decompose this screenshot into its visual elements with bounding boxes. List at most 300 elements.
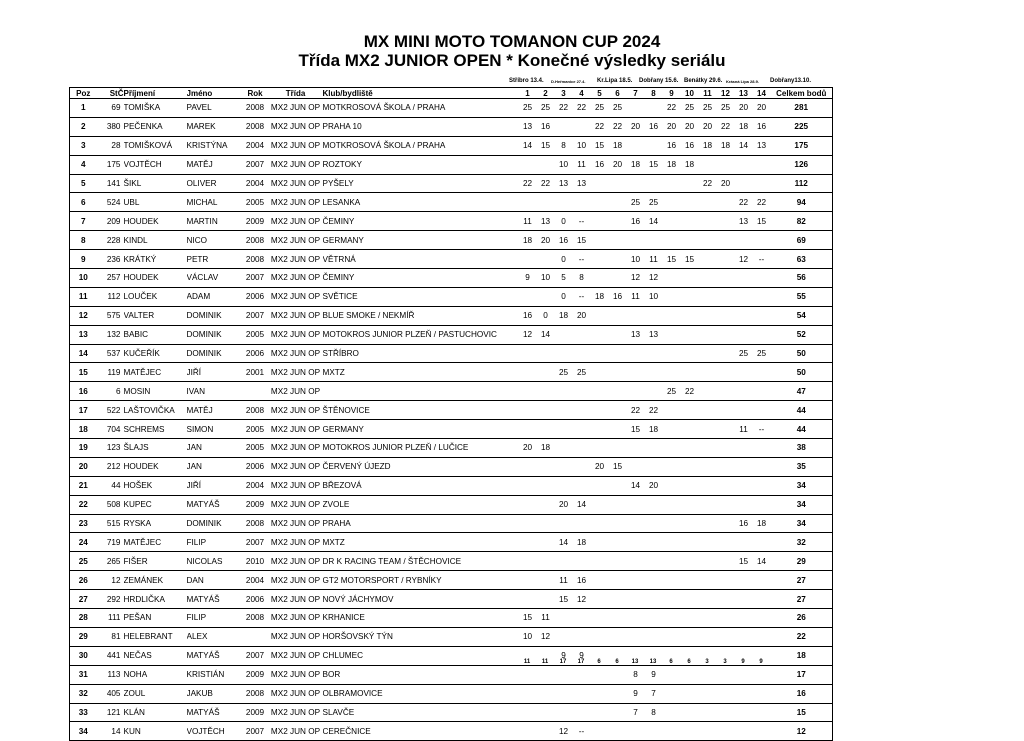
race-points-cell	[645, 514, 663, 533]
surname-cell: KUN	[124, 722, 187, 741]
table-row	[70, 552, 833, 571]
race-points-cell: 16	[627, 212, 645, 231]
first-name-cell: MATYÁŠ	[187, 495, 242, 514]
club-cell: MXTZ	[323, 533, 519, 552]
first-name-cell: VÁCLAV	[187, 269, 242, 288]
race-points-cell: 11	[627, 287, 645, 306]
race-points-cell	[591, 439, 609, 458]
start-number-cell: 81	[97, 627, 124, 646]
race-points-cell	[717, 306, 735, 325]
start-number-cell: 141	[97, 174, 124, 193]
class-cell: MX2 JUN OP	[269, 363, 323, 382]
race-points-cell	[699, 287, 717, 306]
race-points-cell: 10	[573, 136, 591, 155]
race-points-cell: 20	[537, 231, 555, 250]
race-points-cell	[591, 325, 609, 344]
race-points-cell	[681, 344, 699, 363]
column-header: StČ	[97, 88, 124, 99]
race-points-cell	[573, 684, 591, 703]
column-header: 11	[699, 88, 717, 99]
race-points-cell: 20	[645, 476, 663, 495]
position-cell: 34	[70, 722, 97, 741]
race-points-cell	[573, 193, 591, 212]
race-points-cell	[717, 155, 735, 174]
race-points-cell	[717, 514, 735, 533]
race-points-cell: 14	[519, 136, 537, 155]
column-header: Rok	[242, 88, 269, 99]
race-points-cell	[717, 420, 735, 439]
total-points-cell: 50	[771, 363, 833, 382]
race-points-cell: 16	[555, 231, 573, 250]
race-points-cell: 11	[573, 155, 591, 174]
race-points-cell	[735, 703, 753, 722]
race-points-cell	[753, 590, 771, 609]
race-points-cell	[555, 401, 573, 420]
class-cell: MX2 JUN OP	[269, 552, 323, 571]
start-number-cell: 209	[97, 212, 124, 231]
position-cell: 8	[70, 231, 97, 250]
race-points-cell: 22	[681, 382, 699, 401]
surname-cell: VALTER	[124, 306, 187, 325]
first-name-cell: MATYÁŠ	[187, 590, 242, 609]
race-points-cell: 20	[627, 117, 645, 136]
club-cell: MOTOKROS JUNIOR PLZEŇ / LUČICE	[323, 439, 519, 458]
race-points-cell	[753, 665, 771, 684]
race-points-cell: 9	[555, 646, 573, 665]
race-points-cell	[717, 552, 735, 571]
year-cell: 2006	[242, 590, 269, 609]
race-points-cell: 8	[627, 665, 645, 684]
year-cell: 2009	[242, 495, 269, 514]
race-points-cell	[663, 269, 681, 288]
race-points-cell	[573, 552, 591, 571]
table-row	[70, 590, 833, 609]
race-points-cell: 14	[627, 476, 645, 495]
race-points-cell	[519, 571, 537, 590]
race-points-cell	[753, 571, 771, 590]
race-participant-count: 6	[687, 659, 691, 665]
race-points-cell	[699, 571, 717, 590]
race-points-cell	[519, 665, 537, 684]
race-points-cell: 22	[627, 401, 645, 420]
position-cell: 1	[70, 99, 97, 118]
race-points-cell: 20	[663, 117, 681, 136]
race-points-cell	[627, 552, 645, 571]
race-points-cell	[663, 571, 681, 590]
race-points-cell	[555, 117, 573, 136]
race-points-cell	[591, 571, 609, 590]
race-points-cell	[555, 420, 573, 439]
race-points-cell	[717, 231, 735, 250]
race-points-cell	[735, 382, 753, 401]
race-points-cell: 18	[627, 155, 645, 174]
race-points-cell	[573, 476, 591, 495]
race-points-cell	[735, 306, 753, 325]
race-points-cell: 15	[519, 609, 537, 628]
race-points-cell	[753, 439, 771, 458]
race-points-cell	[591, 193, 609, 212]
club-cell: SVĚTICE	[323, 287, 519, 306]
position-cell: 27	[70, 590, 97, 609]
race-points-cell	[519, 722, 537, 741]
table-row	[70, 514, 833, 533]
race-points-cell: --	[753, 250, 771, 269]
club-cell: ČEMINY	[323, 269, 519, 288]
race-points-cell	[699, 722, 717, 741]
race-points-cell	[591, 306, 609, 325]
race-points-cell: 18	[537, 439, 555, 458]
club-cell: ČERVENÝ ÚJEZD	[323, 457, 519, 476]
race-points-cell: 16	[519, 306, 537, 325]
column-header: 3	[555, 88, 573, 99]
race-points-cell	[537, 250, 555, 269]
position-cell: 9	[70, 250, 97, 269]
club-cell: PRAHA	[323, 514, 519, 533]
race-points-cell	[663, 722, 681, 741]
race-points-cell	[753, 325, 771, 344]
surname-cell: VOJTĚCH	[124, 155, 187, 174]
race-points-cell	[555, 193, 573, 212]
start-number-cell: 228	[97, 231, 124, 250]
race-points-cell	[753, 703, 771, 722]
race-points-cell: 22	[735, 193, 753, 212]
race-points-cell: 16	[735, 514, 753, 533]
race-points-cell	[681, 552, 699, 571]
year-cell: 2007	[242, 646, 269, 665]
race-points-cell: 10	[645, 287, 663, 306]
race-points-cell: 25	[645, 193, 663, 212]
club-cell: ROZTOKY	[323, 155, 519, 174]
column-header: 12	[717, 88, 735, 99]
race-participant-count: 13	[649, 659, 657, 665]
race-points-cell	[735, 174, 753, 193]
surname-cell: ŠLAJS	[124, 439, 187, 458]
race-points-cell	[735, 401, 753, 420]
race-points-cell: 18	[699, 136, 717, 155]
race-points-cell	[537, 363, 555, 382]
race-points-cell	[753, 533, 771, 552]
club-cell: CEREČNICE	[323, 722, 519, 741]
race-points-cell	[627, 533, 645, 552]
race-points-cell	[555, 609, 573, 628]
race-points-cell: 22	[609, 117, 627, 136]
total-points-cell: 52	[771, 325, 833, 344]
race-points-cell: 8	[645, 703, 663, 722]
start-number-cell: 69	[97, 99, 124, 118]
start-number-cell: 524	[97, 193, 124, 212]
surname-cell: LOUČEK	[124, 287, 187, 306]
race-points-cell: 11	[555, 571, 573, 590]
surname-cell: SCHREMS	[124, 420, 187, 439]
race-points-cell: 20	[699, 117, 717, 136]
page-subtitle: Třída MX2 JUNIOR OPEN * Konečné výsledky seriálu	[298, 51, 726, 70]
start-number-cell: 111	[97, 609, 124, 628]
race-points-cell	[573, 401, 591, 420]
race-points-cell	[717, 609, 735, 628]
race-points-cell: 20	[717, 174, 735, 193]
race-points-cell	[519, 590, 537, 609]
club-cell: BLUE SMOKE / NEKMÍŘ	[323, 306, 519, 325]
race-points-cell	[699, 457, 717, 476]
race-points-cell	[735, 495, 753, 514]
first-name-cell: OLIVER	[187, 174, 242, 193]
first-name-cell: SIMON	[187, 420, 242, 439]
table-row	[70, 136, 833, 155]
race-points-cell: 25	[753, 344, 771, 363]
race-points-cell	[681, 722, 699, 741]
venue-label: Benátky 29.6.	[684, 78, 723, 84]
race-points-cell	[627, 571, 645, 590]
race-points-cell: 25	[627, 193, 645, 212]
surname-cell: KUČEŘÍK	[124, 344, 187, 363]
venue-label: Stříbro 13.4.	[509, 78, 544, 84]
race-points-cell	[591, 401, 609, 420]
position-cell: 22	[70, 495, 97, 514]
class-cell: MX2 JUN OP	[269, 117, 323, 136]
total-points-cell: 34	[771, 476, 833, 495]
race-points-cell: 18	[519, 231, 537, 250]
race-points-cell	[753, 627, 771, 646]
race-points-cell	[663, 420, 681, 439]
race-points-cell: 16	[645, 117, 663, 136]
participant-counts	[0, 659, 1024, 667]
table-row	[70, 476, 833, 495]
surname-cell: TOMIŠKA	[124, 99, 187, 118]
race-points-cell	[717, 533, 735, 552]
race-points-cell	[609, 571, 627, 590]
column-header: 1	[519, 88, 537, 99]
year-cell: 2008	[242, 99, 269, 118]
race-points-cell: 25	[519, 99, 537, 118]
year-cell: 2005	[242, 420, 269, 439]
race-points-cell	[717, 457, 735, 476]
year-cell	[242, 627, 269, 646]
race-points-cell	[573, 703, 591, 722]
club-cell: ZVOLE	[323, 495, 519, 514]
race-points-cell	[591, 344, 609, 363]
year-cell: 2007	[242, 269, 269, 288]
total-points-cell: 32	[771, 533, 833, 552]
race-points-cell	[717, 722, 735, 741]
race-points-cell: 16	[591, 155, 609, 174]
race-points-cell: 11	[519, 212, 537, 231]
race-points-cell	[537, 722, 555, 741]
race-points-cell	[699, 155, 717, 174]
first-name-cell: KRISTIÁN	[187, 665, 242, 684]
total-points-cell: 55	[771, 287, 833, 306]
race-points-cell: 20	[753, 99, 771, 118]
table-row	[70, 533, 833, 552]
race-points-cell	[591, 552, 609, 571]
race-points-cell: 18	[753, 514, 771, 533]
race-points-cell	[555, 665, 573, 684]
race-points-cell	[519, 382, 537, 401]
surname-cell: HOUDEK	[124, 269, 187, 288]
race-points-cell: 15	[573, 231, 591, 250]
race-points-cell	[609, 703, 627, 722]
race-points-cell: 22	[663, 99, 681, 118]
surname-cell: TOMIŠKOVÁ	[124, 136, 187, 155]
race-points-cell: 15	[645, 155, 663, 174]
position-cell: 5	[70, 174, 97, 193]
table-header	[70, 88, 833, 99]
start-number-cell: 257	[97, 269, 124, 288]
race-points-cell	[537, 457, 555, 476]
race-points-cell: 20	[609, 155, 627, 174]
race-points-cell	[555, 325, 573, 344]
race-points-cell	[699, 250, 717, 269]
race-points-cell	[537, 382, 555, 401]
race-points-cell	[735, 287, 753, 306]
race-points-cell	[627, 439, 645, 458]
total-points-cell: 16	[771, 684, 833, 703]
race-points-cell: 16	[753, 117, 771, 136]
position-cell: 12	[70, 306, 97, 325]
class-cell: MX2 JUN OP	[269, 99, 323, 118]
race-points-cell: 7	[645, 684, 663, 703]
start-number-cell: 704	[97, 420, 124, 439]
race-points-cell	[717, 344, 735, 363]
race-points-cell: 22	[537, 174, 555, 193]
race-points-cell	[735, 665, 753, 684]
column-header: Třída	[269, 88, 323, 99]
race-points-cell	[537, 703, 555, 722]
race-points-cell	[663, 609, 681, 628]
column-header: 5	[591, 88, 609, 99]
class-cell: MX2 JUN OP	[269, 306, 323, 325]
race-points-cell: 0	[555, 212, 573, 231]
race-points-cell	[681, 420, 699, 439]
table-row	[70, 382, 833, 401]
race-points-cell: 12	[573, 590, 591, 609]
total-points-cell: 56	[771, 269, 833, 288]
race-points-cell	[555, 476, 573, 495]
race-points-cell	[717, 590, 735, 609]
surname-cell: HRDLIČKA	[124, 590, 187, 609]
race-points-cell: 25	[555, 363, 573, 382]
race-points-cell	[699, 533, 717, 552]
surname-cell: MATĚJEC	[124, 533, 187, 552]
class-cell: MX2 JUN OP	[269, 231, 323, 250]
race-points-cell	[627, 514, 645, 533]
race-points-cell	[555, 382, 573, 401]
race-points-cell	[699, 306, 717, 325]
race-points-cell	[735, 627, 753, 646]
race-points-cell	[519, 401, 537, 420]
race-points-cell	[591, 590, 609, 609]
table-row	[70, 684, 833, 703]
race-points-cell: 25	[735, 344, 753, 363]
club-cell: VĚTRNÁ	[323, 250, 519, 269]
race-points-cell	[555, 344, 573, 363]
race-points-cell	[627, 382, 645, 401]
table-row	[70, 174, 833, 193]
race-points-cell	[591, 420, 609, 439]
race-points-cell	[519, 514, 537, 533]
race-points-cell	[555, 552, 573, 571]
race-points-cell	[591, 495, 609, 514]
race-points-cell	[573, 117, 591, 136]
race-points-cell: 22	[555, 99, 573, 118]
race-points-cell	[519, 420, 537, 439]
table-row	[70, 117, 833, 136]
race-points-cell	[537, 665, 555, 684]
race-points-cell	[591, 231, 609, 250]
club-cell: STŘÍBRO	[323, 344, 519, 363]
class-cell: MX2 JUN OP	[269, 250, 323, 269]
year-cell: 2008	[242, 514, 269, 533]
table-row	[70, 495, 833, 514]
club-cell: SLAVČE	[323, 703, 519, 722]
race-points-cell	[519, 476, 537, 495]
race-points-cell	[699, 382, 717, 401]
race-points-cell	[519, 533, 537, 552]
race-points-cell	[573, 344, 591, 363]
race-points-cell	[681, 212, 699, 231]
race-points-cell	[591, 363, 609, 382]
race-points-cell: 16	[681, 136, 699, 155]
start-number-cell: 112	[97, 287, 124, 306]
race-points-cell: 15	[735, 552, 753, 571]
first-name-cell: JAN	[187, 439, 242, 458]
club-cell: PYŠELY	[323, 174, 519, 193]
race-participant-count: 6	[669, 659, 673, 665]
race-points-cell	[699, 363, 717, 382]
start-number-cell: 441	[97, 646, 124, 665]
class-cell: MX2 JUN OP	[269, 439, 323, 458]
race-points-cell	[735, 476, 753, 495]
surname-cell: HELEBRANT	[124, 627, 187, 646]
race-points-cell: 20	[573, 306, 591, 325]
club-cell: GERMANY	[323, 420, 519, 439]
position-cell: 30	[70, 646, 97, 665]
race-points-cell	[627, 457, 645, 476]
start-number-cell: 28	[97, 136, 124, 155]
class-cell: MX2 JUN OP	[269, 495, 323, 514]
surname-cell: MOSIN	[124, 382, 187, 401]
year-cell: 2007	[242, 722, 269, 741]
race-points-cell	[519, 155, 537, 174]
race-points-cell	[663, 401, 681, 420]
first-name-cell: MAREK	[187, 117, 242, 136]
race-points-cell	[591, 609, 609, 628]
surname-cell: ZEMÁNEK	[124, 571, 187, 590]
race-points-cell	[753, 722, 771, 741]
class-cell: MX2 JUN OP	[269, 722, 323, 741]
venue-label: D.Heřmanice 27.4.	[551, 79, 586, 84]
race-points-cell	[645, 590, 663, 609]
race-points-cell	[663, 174, 681, 193]
surname-cell: HOUDEK	[124, 457, 187, 476]
race-points-cell: 22	[591, 117, 609, 136]
surname-cell: PEŠAN	[124, 609, 187, 628]
race-points-cell	[681, 193, 699, 212]
race-points-cell	[699, 344, 717, 363]
race-points-cell	[681, 457, 699, 476]
class-cell: MX2 JUN OP	[269, 382, 323, 401]
class-cell: MX2 JUN OP	[269, 174, 323, 193]
race-points-cell	[645, 231, 663, 250]
race-points-cell: 10	[537, 269, 555, 288]
race-points-cell	[735, 363, 753, 382]
race-points-cell	[555, 439, 573, 458]
table-row	[70, 325, 833, 344]
race-points-cell	[645, 136, 663, 155]
race-points-cell	[627, 363, 645, 382]
race-points-cell	[681, 533, 699, 552]
race-points-cell: 18	[735, 117, 753, 136]
race-points-cell: 22	[753, 193, 771, 212]
